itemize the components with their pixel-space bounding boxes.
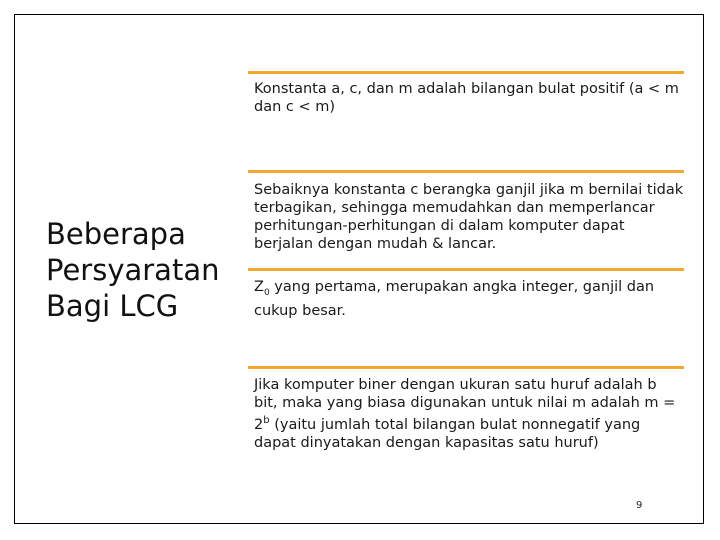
divider-rule [248,366,684,369]
divider-rule [248,170,684,173]
exponent-b: b [263,415,270,426]
requirement-item-3 [254,278,684,320]
requirement-item-3-text: yang pertama, merupakan angka integer, ganjil dan cukup besar. [254,279,655,319]
requirement-item-1: Konstanta a, c, dan m adalah bilangan bulat positif (a < m dan c < m) [254,81,679,115]
z-symbol: Z [254,279,264,295]
requirement-item-4 [254,376,684,452]
z-subscript: 0 [263,287,270,298]
requirement-item-2: Sebaiknya konstanta c berangka ganjil jika m bernilai tidak terbagikan, sehingga memudahkan dan memperlancar perhitungan-perhitungan di dalam komputer dapat berjalan dengan mudah & lancar. [254,182,684,252]
divider-rule [248,268,684,271]
requirement-item-4-text-after: (yaitu jumlah total bilangan bulat nonnegatif yang dapat dinyatakan dengan kapasitas satu huruf) [254,416,641,451]
slide-title: Beberapa Persyaratan Bagi LCG [46,217,220,323]
requirement-item-4-text-before: Jika komputer biner dengan ukuran satu huruf adalah b bit, maka yang biasa digunakan untuk nilai m adalah m = 2 [254,377,676,433]
page-number: 9 [636,500,643,511]
divider-rule [248,71,684,74]
